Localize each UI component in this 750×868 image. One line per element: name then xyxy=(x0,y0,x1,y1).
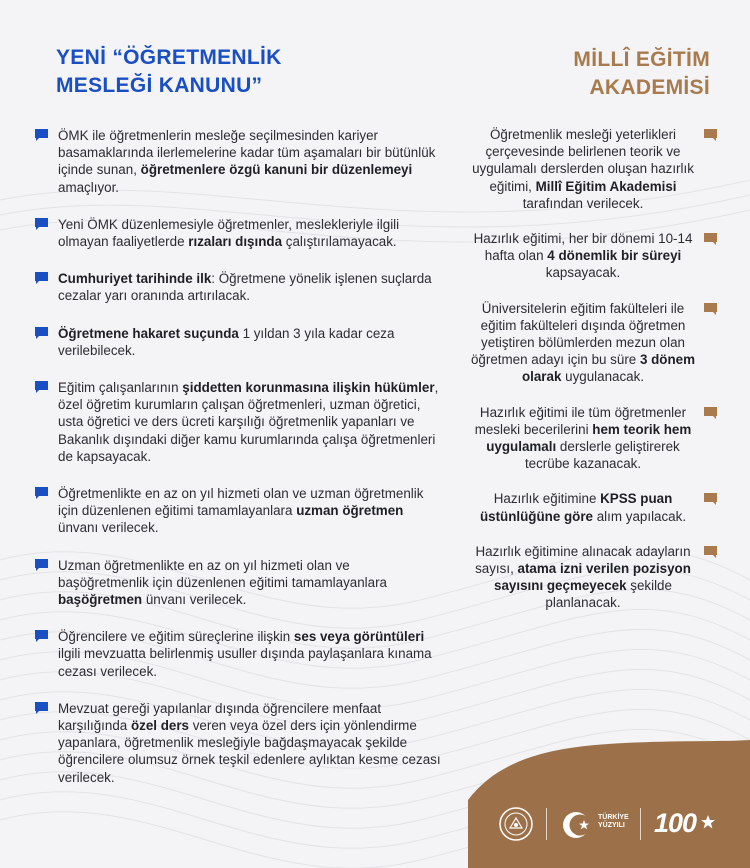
item-text-part: ünvanı verilecek. xyxy=(58,520,159,536)
highlight-text: 3 dönem olarak xyxy=(521,352,696,385)
logo-separator xyxy=(546,808,547,840)
item-text-part: Öğretmenlikte en az on yıl hizmeti olan ve uzman öğretmenlik için düzenlenen eğitimi tamamlayanlara xyxy=(58,486,424,519)
highlight-text: hem teorik hem uygulamalı xyxy=(486,421,692,455)
item-text-part: Üniversitelerin eğitim fakülteleri ile eğitim fakülteleri dışında öğretmen yetiştiren bölümlerden mezun olan öğretmen adayı için bu süre xyxy=(470,300,686,368)
speech-bubble-icon xyxy=(34,380,49,394)
item-text xyxy=(58,557,444,609)
speech-bubble-icon xyxy=(34,271,49,285)
item-text xyxy=(58,127,444,196)
item-text-part: ünvanı verilecek. xyxy=(142,592,247,608)
speech-bubble-icon xyxy=(703,492,718,506)
item-text xyxy=(470,543,696,612)
item-text-part: alım yapılacak. xyxy=(593,508,687,524)
speech-bubble-icon xyxy=(34,486,49,500)
law-item xyxy=(34,628,444,680)
ministry-seal-icon xyxy=(498,806,534,842)
item-text-part: tarafından verilecek. xyxy=(522,195,644,211)
law-item xyxy=(34,700,444,786)
highlight-text: Millî Eğitim Akademisi xyxy=(535,178,677,194)
highlight-text: rızaları dışında xyxy=(188,234,283,250)
item-text xyxy=(58,325,444,359)
item-text xyxy=(58,216,444,250)
law-item xyxy=(34,485,444,537)
turkiye-yuzyili-logo xyxy=(598,814,629,830)
highlight-text: Öğretmene hakaret suçunda xyxy=(58,325,239,341)
academy-item xyxy=(470,300,720,386)
item-text-part: , özel öğretim kurumların çalışan öğretmenleri, uzman öğretici, usta öğretici ve ders ücreti karşılığı öğretmenlik yapanları ve Bakanlık dışındaki diğer kamu kurumlarında çalışa öğretmenleri de kapsayacak. xyxy=(58,380,439,464)
law-items-list xyxy=(34,127,444,786)
item-text xyxy=(470,230,696,282)
academy-title-line-2: AKADEMİSİ xyxy=(589,76,710,99)
highlight-text: Cumhuriyet tarihinde ilk xyxy=(58,271,212,287)
crescent-star-icon xyxy=(560,808,594,842)
speech-bubble-icon xyxy=(34,326,49,340)
item-text xyxy=(58,270,444,304)
turkiye-text: TÜRKİYE xyxy=(598,814,629,821)
law-title-line-1: YENİ “ÖĞRETMENLİK xyxy=(56,46,282,69)
academy-title xyxy=(500,46,710,102)
speech-bubble-icon xyxy=(34,217,49,231)
item-text-part: çalıştırılamayacak. xyxy=(282,234,397,250)
highlight-text: uzman öğretmen xyxy=(296,503,404,519)
speech-bubble-icon xyxy=(34,629,49,643)
item-text-part: Mevzuat gereği yapılanlar dışında öğrencilere menfaat karşılığında xyxy=(58,700,382,734)
logo-separator xyxy=(640,808,641,840)
academy-item xyxy=(470,126,720,212)
speech-bubble-icon xyxy=(703,545,718,559)
academy-item xyxy=(470,404,720,473)
law-item xyxy=(34,127,444,196)
law-item xyxy=(34,557,444,609)
item-text xyxy=(58,700,444,786)
highlight-text: öğretmenlere özgü kanuni bir düzenlemeyi xyxy=(140,162,413,178)
item-text-part: Yeni ÖMK düzenlemesiyle öğretmenler, meslekleriyle ilgili olmayan faaliyetlerde xyxy=(58,216,400,250)
item-text-part: uygulanacak. xyxy=(561,369,645,385)
star-icon xyxy=(700,814,716,830)
speech-bubble-icon xyxy=(703,302,718,316)
item-text xyxy=(58,379,444,465)
item-text-part: Hazırlık eğitimine alınacak adayların sayısı, xyxy=(475,543,691,577)
item-text-part: derslerle geliştirerek tecrübe kazanacak. xyxy=(524,439,680,472)
item-text-part: 1 yıldan 3 yıla kadar ceza verilebilecek. xyxy=(58,325,395,358)
highlight-text: KPSS puan üstünlüğüne göre xyxy=(479,491,673,524)
academy-item xyxy=(470,490,720,524)
highlight-text: başöğretmen xyxy=(58,592,143,608)
law-item xyxy=(34,325,444,359)
item-text-part: veren veya özel ders için yönlendirme yapanlara, öğretmenlik mesleğiyle bağdaşmayacak şekilde öğrencilere olumsuz örnek teşkil edenlere aylıktan kesme cezası verilecek. xyxy=(58,718,441,785)
item-text-part: Öğretmenlik mesleği yeterlikleri çerçevesinde belirlenen teorik ve uygulamalı derslerden oluşan hazırlık eğitimi, xyxy=(472,127,694,194)
item-text-part: Öğrencilere ve eğitim süreçlerine ilişkin xyxy=(58,629,294,645)
item-text-part: ilgili mevzuatta belirlenmiş usuller dışında paylaşanlara kınama cezası verilecek. xyxy=(58,646,432,679)
academy-title-line-1: MİLLÎ EĞİTİM xyxy=(573,48,710,71)
centennial-logo: 100 xyxy=(654,808,697,838)
item-text xyxy=(470,490,696,524)
highlight-text: şiddetten korunmasına ilişkin hükümler xyxy=(182,380,435,396)
item-text xyxy=(470,404,696,473)
item-text-part: şekilde planlanacak. xyxy=(545,578,672,611)
law-item xyxy=(34,216,444,250)
footer-logos xyxy=(490,800,740,850)
law-title xyxy=(56,44,436,100)
item-text xyxy=(470,126,696,212)
item-text-part: amaçlıyor. xyxy=(58,179,120,195)
item-text-part: Hazırlık eğitimi, her bir dönemi 10-14 hafta olan xyxy=(473,231,693,264)
item-text-part: Uzman öğretmenlikte en az on yıl hizmeti olan ve başöğretmenlik için düzenlenen eğitimi tamamlayanlara xyxy=(58,557,387,590)
academy-item xyxy=(470,543,720,612)
academy-items-list xyxy=(470,126,720,612)
highlight-text: özel ders xyxy=(130,718,190,734)
speech-bubble-icon xyxy=(34,701,49,715)
highlight-text: 4 dönemlik bir süreyi xyxy=(547,248,682,264)
item-text-part: ÖMK ile öğretmenlerin mesleğe seçilmesinden kariyer basamaklarında ilerlemelerine kadar tüm aşamaları bir bütünlük içinde sunan, xyxy=(58,128,436,178)
academy-item xyxy=(470,230,720,282)
item-text-part: Eğitim çalışanlarının xyxy=(58,380,183,396)
speech-bubble-icon xyxy=(703,406,718,420)
item-text-part: : Öğretmene yönelik işlenen suçlarda cezalar yarı oranında artırılacak. xyxy=(58,271,432,304)
item-text-part: Hazırlık eğitimi ile tüm öğretmenler mesleki becerilerini xyxy=(474,404,687,437)
item-text xyxy=(58,628,444,680)
item-text-part: Hazırlık eğitimine xyxy=(493,491,601,507)
speech-bubble-icon xyxy=(703,128,718,142)
law-title-line-2: MESLEĞİ KANUNU” xyxy=(56,74,263,97)
law-item xyxy=(34,379,444,465)
speech-bubble-icon xyxy=(34,558,49,572)
item-text xyxy=(58,485,444,537)
highlight-text: ses veya görüntüleri xyxy=(293,629,425,645)
highlight-text: atama izni verilen pozisyon sayısını geçmeyecek xyxy=(494,561,691,594)
speech-bubble-icon xyxy=(703,232,718,246)
item-text xyxy=(470,300,696,386)
speech-bubble-icon xyxy=(34,128,49,142)
law-item xyxy=(34,270,444,304)
item-text-part: kapsayacak. xyxy=(545,265,621,281)
yuzyili-text: YÜZYILI xyxy=(598,822,625,829)
